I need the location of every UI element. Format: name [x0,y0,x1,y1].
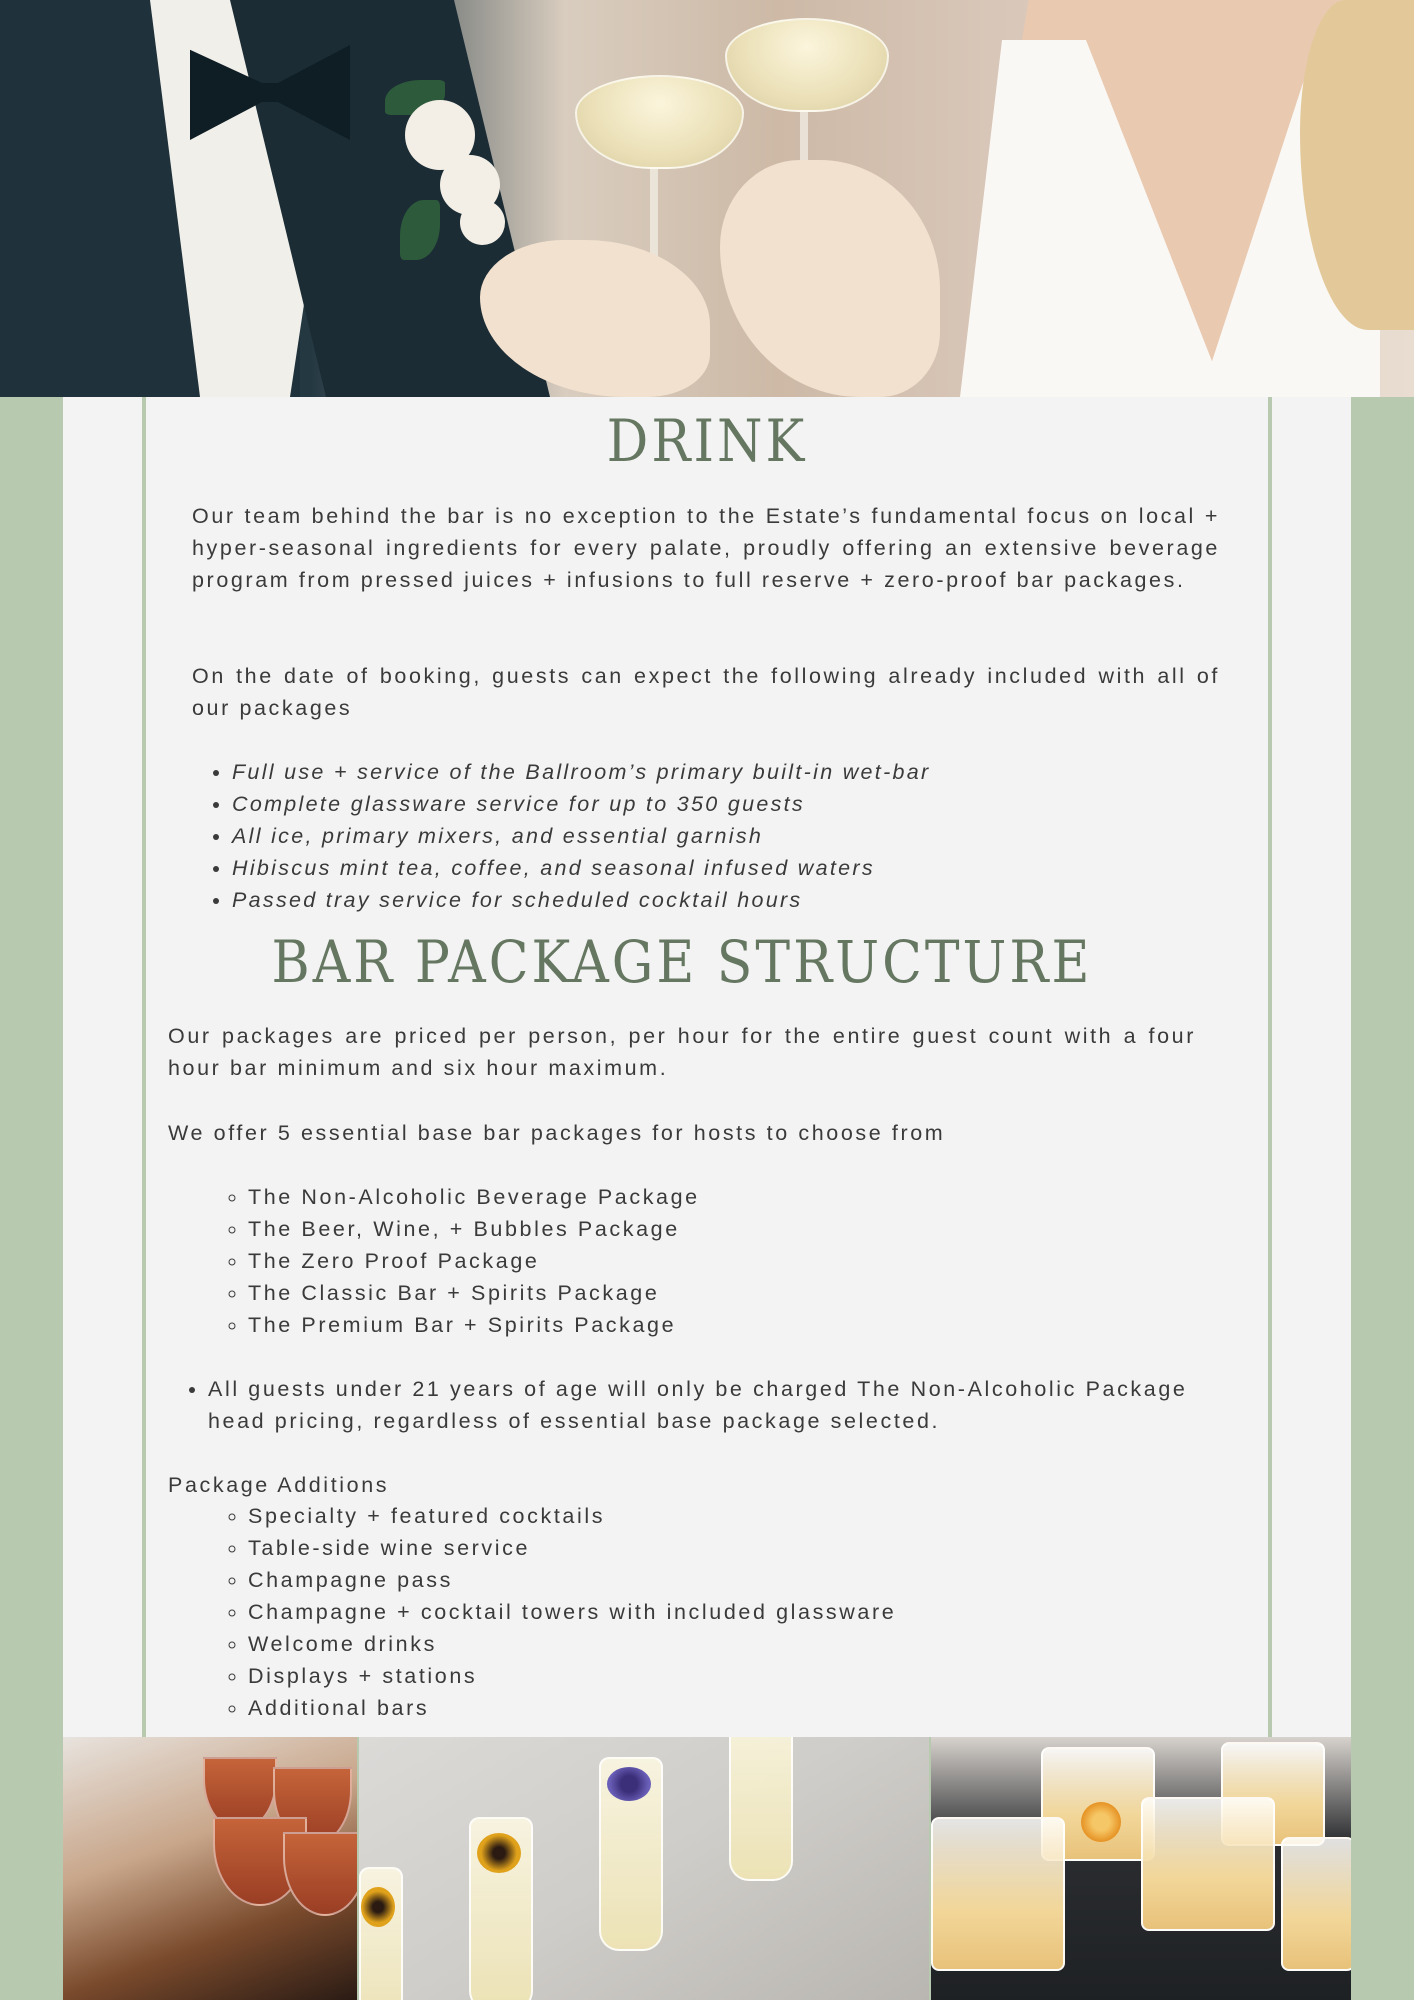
garnished-cocktails-photo [63,1737,357,2000]
age-note-list [208,1373,1198,1437]
tumbler-glass [1141,1797,1275,1931]
list-item: • Passed tray service for scheduled cocktail hours [232,884,1212,916]
list-item: ◦ The Beer, Wine, + Bubbles Package [248,1213,1188,1245]
pansy-garnish [477,1833,521,1873]
bar-package-heading: BAR PACKAGE STRUCTURE [271,929,1093,997]
packages-list [248,1181,1188,1341]
list-item: ◦ The Premium Bar + Spirits Package [248,1309,1188,1341]
list-item: ◦ Table-side wine service [248,1532,1188,1564]
list-item: • Complete glassware service for up to 350 guests [232,788,1212,820]
list-item: ◦ Champagne + cocktail towers with included glassware [248,1596,1188,1628]
right-divider [1268,397,1272,1737]
ribbon-shape [720,160,940,397]
age-note: • All guests under 21 years of age will only be charged The Non-Alcoholic Package head pricing, regardless of essential base package selected. [208,1373,1198,1437]
list-item: ◦ Champagne pass [248,1564,1188,1596]
list-item: ◦ Displays + stations [248,1660,1188,1692]
included-list [232,756,1212,916]
list-item: ◦ The Non-Alcoholic Beverage Package [248,1181,1188,1213]
additions-label: Package Additions [168,1473,390,1497]
coupe-glass [575,75,744,169]
pansy-garnish [607,1767,651,1801]
tumbler-glass [931,1817,1065,1971]
cocktail-glass [283,1832,357,1916]
pansy-garnish [361,1887,395,1927]
list-item: ◦ Additional bars [248,1692,1188,1724]
drink-heading: DRINK [606,408,808,476]
champagne-flute [729,1737,793,1881]
list-item: ◦ The Zero Proof Package [248,1245,1188,1277]
pricing-text: Our packages are priced per person, per hour for the entire guest count with a four hour bar minimum and six hour maximum. [168,1024,1196,1080]
packages-intro: We offer 5 essential base bar packages for hosts to choose from [168,1121,946,1145]
citrus-cocktails-photo [931,1737,1351,2000]
additions-list [248,1500,1188,1724]
orange-slice [1081,1802,1121,1842]
list-item: ◦ Welcome drinks [248,1628,1188,1660]
list-item: ◦ The Classic Bar + Spirits Package [248,1277,1188,1309]
tumbler-glass [1281,1837,1351,1971]
drink-intro: Our team behind the bar is no exception to the Estate’s fundamental focus on local + hyper-seasonal ingredients for every palate, proudly offering an extensive beverage program from pressed juices + infusions to full reserve + zero-proof bar packages. [192,504,1220,592]
boutonniere-flower [460,200,505,245]
list-item: • Hibiscus mint tea, coffee, and seasonal infused waters [232,852,1212,884]
list-item: • Full use + service of the Ballroom’s primary built-in wet-bar [232,756,1212,788]
list-item: ◦ Specialty + featured cocktails [248,1500,1188,1532]
left-divider [142,397,146,1737]
hero-photo [0,0,1414,397]
included-intro: On the date of booking, guests can expect the following already included with all of our packages [192,664,1220,720]
champagne-flutes-photo [359,1737,929,2000]
coupe-glass [725,18,889,112]
bottom-photo-strip [63,1737,1351,2000]
list-item: • All ice, primary mixers, and essential garnish [232,820,1212,852]
